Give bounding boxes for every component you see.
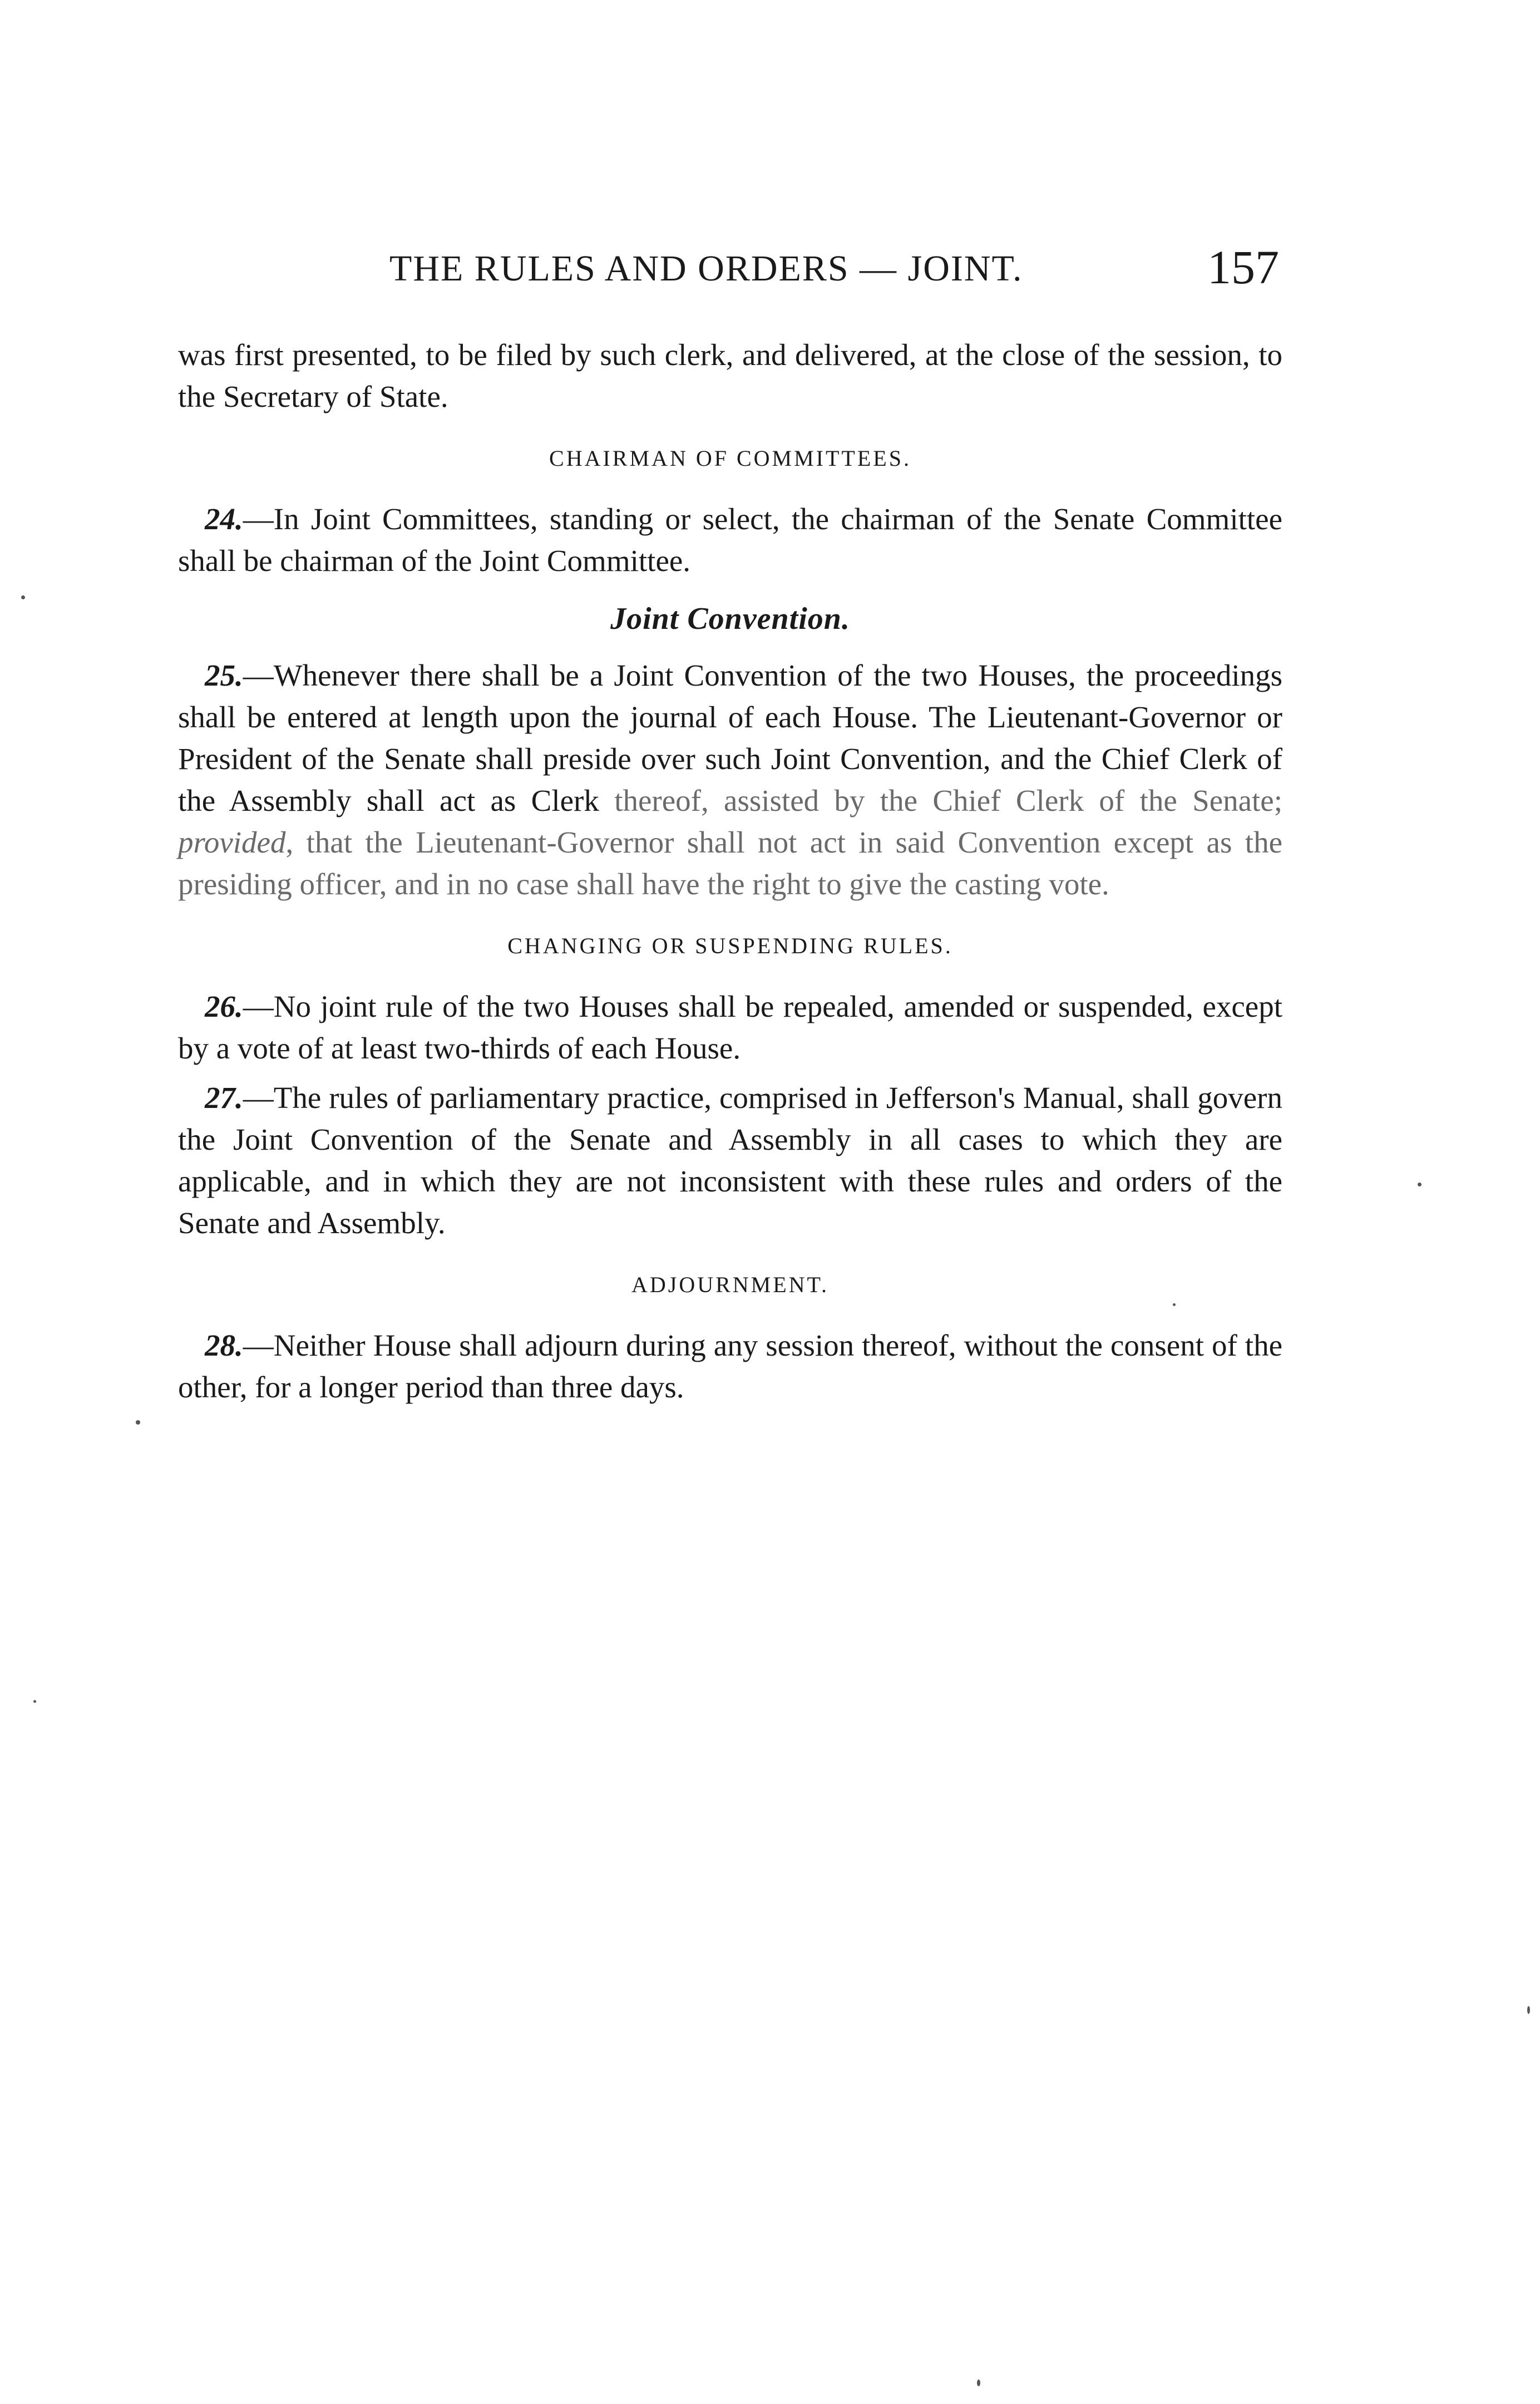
rule-28-paragraph — [178, 1324, 1282, 1408]
print-speck — [1527, 2006, 1530, 2014]
rule-25-faded-provided — [178, 825, 285, 859]
rule-27-text: —The rules of parliamentary practice, comprised in Jefferson's Manual, shall govern the Joint Convention of the Senate and Assembly in all cases to which they are applicable, and in which they are not inconsistent with these rules and orders of the Senate and Assembly. — [178, 1081, 1282, 1240]
heading-chairman-of-committees: CHAIRMAN OF COMMITTEES. — [549, 446, 911, 471]
rule-26-number: 26. — [205, 989, 243, 1023]
heading-changing-or-suspending-rules: CHANGING OR SUSPENDING RULES. — [507, 933, 953, 958]
print-speck — [977, 2380, 980, 2386]
page-body — [178, 334, 1282, 1408]
rule-25-faded-text-a: thereof, assisted by the Chief Clerk of the Senate; — [614, 784, 1282, 817]
rule-25-text: —Whenever there shall be a Joint Convention of the two Houses, the proceedings shall be entered at length upon the journal of each House. The Lieutenant-Governor or President of the Senate shall preside over such Joint Convention, and the Chief Clerk of the Assembly shall act as Clerk — [178, 658, 1282, 817]
intro-paragraph: was first presented, to be filed by such clerk, and delivered, at the close of the session, to the Secretary of State. — [178, 338, 1282, 413]
heading-joint-convention: Joint Convention. — [610, 602, 850, 636]
print-speck — [21, 595, 25, 599]
rule-28-text: —Neither House shall adjourn during any session thereof, without the consent of the other, for a longer period than three days. — [178, 1328, 1282, 1404]
print-speck — [33, 1700, 36, 1703]
heading-adjournment: ADJOURNMENT. — [631, 1272, 830, 1297]
rule-24-number: 24. — [205, 502, 243, 536]
print-speck — [136, 1420, 140, 1425]
rule-24-text: —In Joint Committees, standing or select, the chairman of the Senate Committee shall be chairman of the Joint Committee. — [178, 502, 1282, 578]
rule-25-provided-word: provided — [178, 825, 286, 859]
rule-24-paragraph — [178, 498, 1282, 582]
rule-27-number: 27. — [205, 1081, 243, 1115]
rule-25-faded-text-b: , that the Lieutenant-Governor shall not act in said Convention except as the presiding officer, and in no case shall have the right to give the casting vote. — [178, 825, 1282, 901]
rule-28-number: 28. — [205, 1328, 243, 1362]
running-header: THE RULES AND ORDERS — JOINT. — [389, 248, 1023, 289]
print-speck — [1173, 1303, 1176, 1306]
page-number: 157 — [1207, 240, 1279, 294]
rule-25-number: 25. — [205, 658, 243, 692]
rule-25-paragraph — [178, 654, 1282, 905]
print-speck — [1418, 1183, 1421, 1186]
rule-26-text: —No joint rule of the two Houses shall be repealed, amended or suspended, except by a vote of at least two-thirds of each House. — [178, 989, 1282, 1065]
rule-26-paragraph — [178, 986, 1282, 1069]
rule-27-paragraph — [178, 1077, 1282, 1244]
